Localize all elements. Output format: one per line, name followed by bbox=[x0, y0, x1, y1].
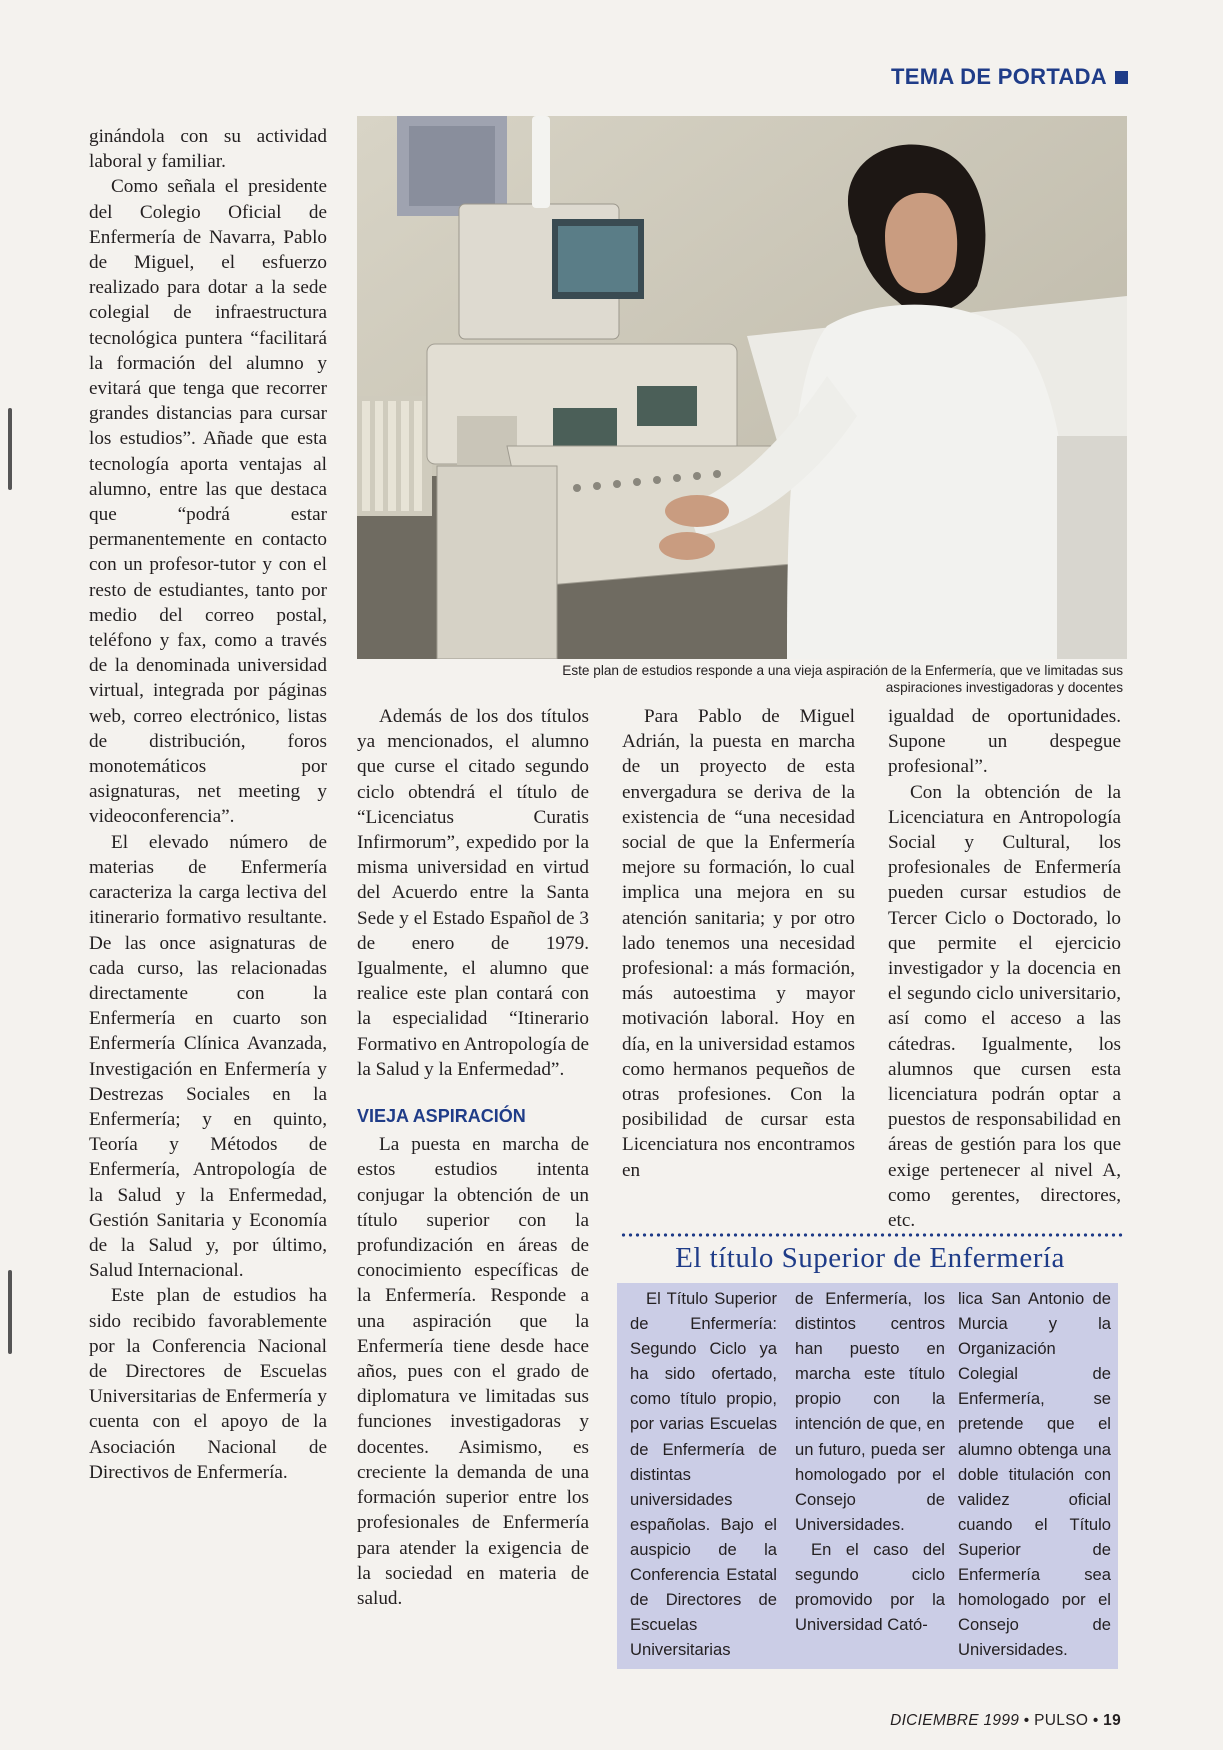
paragraph: El Título Superior de Enfermería: Segundo Ciclo ya ha sido ofertado, como título propio, por varias Escuelas de Enfermería de distintas universidades españolas. Bajo el auspicio de la Conferencia Estatal de Directores de Escuelas Universitarias bbox=[630, 1289, 777, 1660]
magazine-name: PULSO bbox=[1034, 1712, 1089, 1729]
issue-date: DICIEMBRE 1999 bbox=[890, 1712, 1020, 1729]
section-title: TEMA DE PORTADA bbox=[891, 64, 1107, 89]
paragraph: lica San Antonio de Murcia y la Organización Colegial de Enfermería, se pretende que el alumno obtenga una doble titulación con validez oficial cuando el Título Superior de Enfermería sea homologado por el Consejo de Universidades. bbox=[958, 1289, 1111, 1660]
paragraph: ginándola con su actividad laboral y familiar. bbox=[89, 126, 327, 173]
separator-bullet: • bbox=[1023, 1712, 1030, 1729]
paragraph: El elevado número de materias de Enfermería caracteriza la carga lectiva del itinerario formativo resultante. De las once asignaturas de cada curso, las relacionadas directamente con la Enfermería en cuarto son Enfermería Clínica Avanzada, Investigación en Enfermería y Destrezas Sociales en la Enfermería; y en quinto, Teoría y Métodos de Enfermería, Antropología de la Salud y la Enfermedad, Gestión Sanitaria y Economía de la Salud y, por último, Salud Internacional. bbox=[89, 831, 327, 1282]
paragraph: Para Pablo de Miguel Adrián, la puesta en marcha de un proyecto de esta envergadura se deriva de la existencia de “una necesidad social de que la Enfermería mejore su formación, lo cual implica una mejora en su atención sanitaria; y por otro lado tenemos una necesidad profesional: a más formación, más autoestima y mayor motivación laboral. Hoy en día, en la universidad estamos como hermanos pequeños de otras profesiones. Con la posibilidad de cursar esta Licenciatura nos encontramos en bbox=[622, 706, 855, 1181]
article-photo bbox=[357, 116, 1127, 659]
paragraph: igualdad de oportunidades. Supone un despegue profesional”. bbox=[888, 706, 1121, 778]
separator-bullet: • bbox=[1092, 1712, 1099, 1729]
article-column-2 bbox=[357, 704, 589, 1611]
paragraph: En el caso del segundo ciclo promovido por la Universidad Cató- bbox=[795, 1539, 945, 1635]
photo-caption: Este plan de estudios responde a una vieja aspiración de la Enfermería, que ve limitadas sus aspiraciones investigadoras y docentes bbox=[562, 663, 1123, 695]
section-subheading: VIEJA ASPIRACIÓN bbox=[357, 1106, 526, 1127]
square-bullet-icon bbox=[1115, 71, 1128, 84]
page-number: 19 bbox=[1103, 1712, 1121, 1729]
article-column-3 bbox=[622, 704, 855, 1183]
paragraph: Con la obtención de la Licenciatura en Antropología Social y Cultural, los profesionales de Enfermería pueden cursar estudios de Tercer Ciclo o Doctorado, lo que permite el ejercicio investigador y la docencia en el segundo ciclo universitario, así como el acceso a las cátedras. Igualmente, los alumnos que cursen esta licenciatura podrán optar a puestos de responsabilidad en áreas de gestión para los que exige pertenecer al nivel A, como gerentes, directores, etc. bbox=[888, 781, 1121, 1232]
paragraph: Como señala el presidente del Colegio Oficial de Enfermería de Navarra, Pablo de Miguel, el esfuerzo realizado para dotar a la sede colegial de infraestructura tecnológica puntera “facilitará la formación del alumno y evitará que tenga que recorrer grandes distancias para cursar los estudios”. Añade que esta tecnología aporta ventajas al alumno, entre las que destaca que “podrá estar permanentemente en contacto con un profesor-tutor y con el resto de estudiantes, tanto por medio del correo postal, teléfono y fax, como a través de la denominada universidad virtual, integrada por páginas web, correo electrónico, listas de distribución, foros monotemáticos por asignaturas, net meeting y videoconferencia”. bbox=[89, 176, 327, 828]
sidebar-title: El título Superior de Enfermería bbox=[675, 1242, 1065, 1274]
sidebar-column-2 bbox=[795, 1286, 945, 1637]
paragraph: Además de los dos títulos ya mencionados, el alumno que curse el citado segundo ciclo obtendrá el título de “Licenciatus Curatis Infirmorum”, expedido por la misma universidad en virtud del Acuerdo entre la Santa Sede y el Estado Español de 3 de enero de 1979. Igualmente, el alumno que realice este plan contará con la especialidad “Itinerario Formativo en Antropología de la Salud y la Enfermedad”. bbox=[357, 706, 589, 1080]
nurse-ultrasound-photo bbox=[357, 116, 1127, 659]
page-footer bbox=[890, 1712, 1121, 1730]
paragraph: La puesta en marcha de estos estudios intenta conjugar la obtención de un título superior con la profundización en áreas de conocimiento específicas de la Enfermería. Responde a una aspiración que la Enfermería tiene desde hace años, pues con el grado de diplomatura ve limitadas sus funciones investigadoras y docentes. Asimismo, es creciente la demanda de una formación superior entre los profesionales de Enfermería para atender la exigencia de la sociedad en materia de salud. bbox=[357, 1134, 589, 1609]
section-header bbox=[891, 64, 1128, 90]
binder-mark bbox=[8, 408, 12, 490]
article-column-4 bbox=[888, 704, 1121, 1233]
paragraph: Este plan de estudios ha sido recibido favorablemente por la Conferencia Nacional de Directores de Escuelas Universitarias de Enfermería y cuenta con el apoyo de la Asociación Nacional de Directivos de Enfermería. bbox=[89, 1285, 327, 1483]
binder-mark bbox=[8, 1270, 12, 1354]
article-column-1 bbox=[89, 124, 327, 1485]
paragraph: de Enfermería, los distintos centros han puesto en marcha este título propio con la intención de que, en un futuro, pueda ser homologado por el Consejo de Universidades. bbox=[795, 1289, 945, 1534]
sidebar-column-1 bbox=[630, 1286, 777, 1662]
dotted-divider bbox=[620, 1232, 1123, 1238]
sidebar-column-3 bbox=[958, 1286, 1111, 1662]
